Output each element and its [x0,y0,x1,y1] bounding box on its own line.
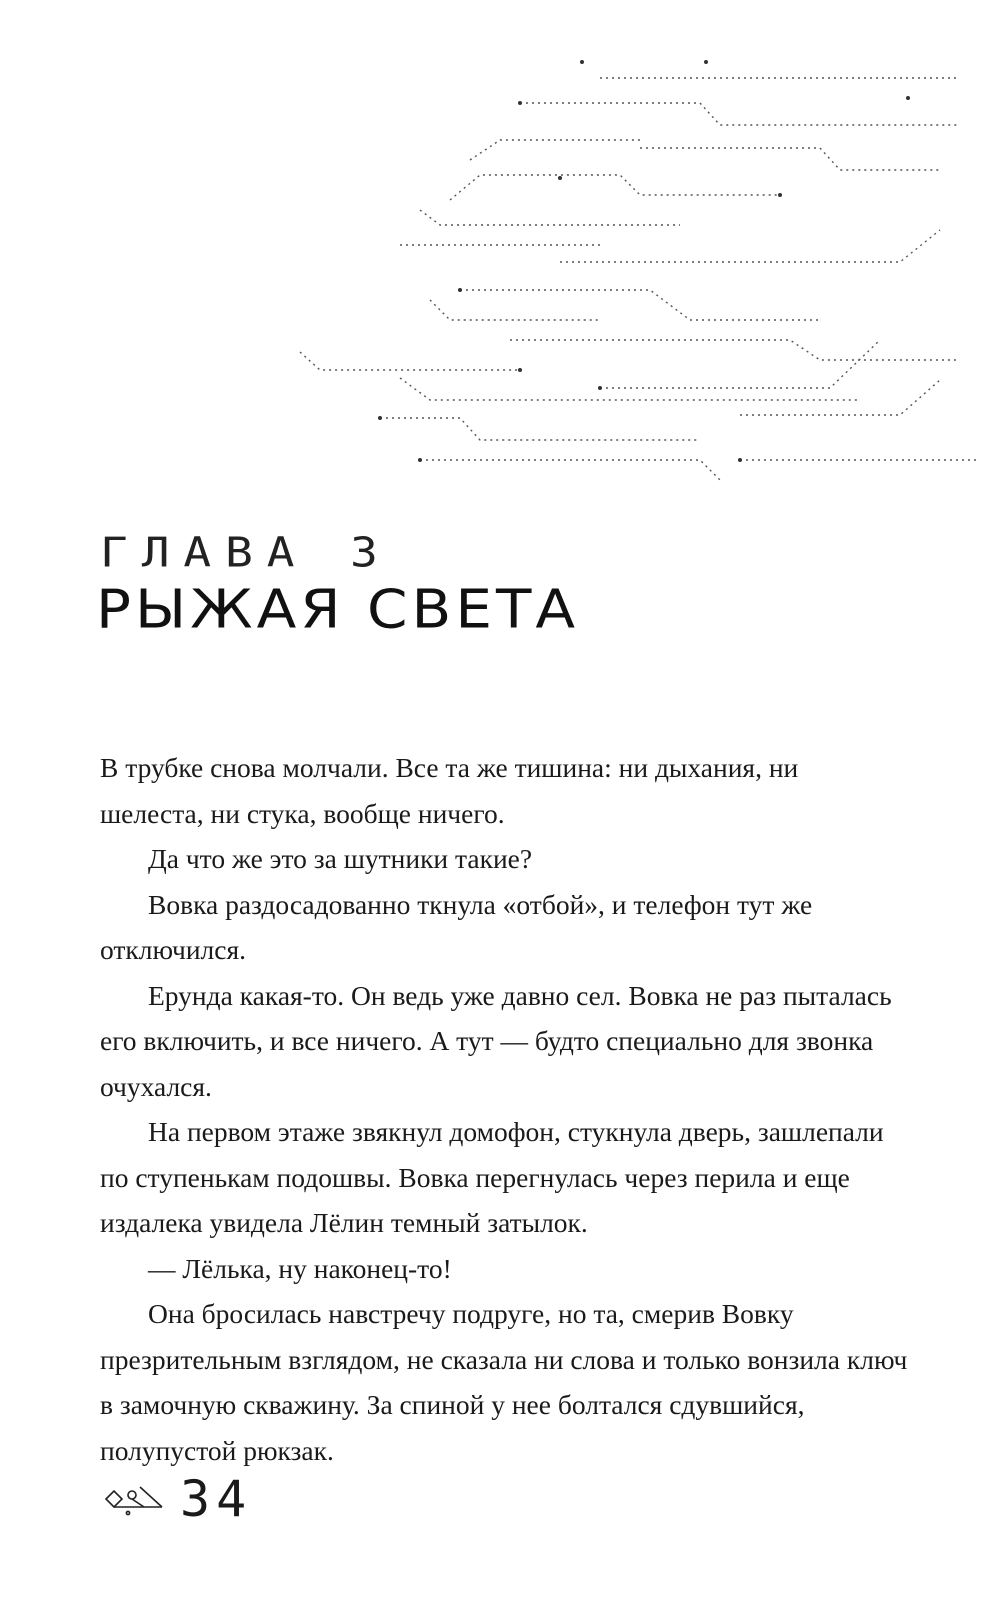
circuit-ornament-icon [100,1479,170,1519]
paragraph: Она бросилась навстречу подруге, но та, смерив Вовку презрительным взглядом, не сказала ни слова и только вонзила ключ в замочную скважину. За спиной у нее болтался сдувшийся, полупустой рюкзак. [100,1298,908,1466]
chapter-body [100,745,908,1473]
chapter-title: РЫЖАЯ СВЕТА [96,578,580,641]
chapter-label: ГЛАВА 3 [100,527,392,577]
paragraph: Вовка раздосадованно ткнула «отбой», и телефон тут же отключился. [100,888,813,965]
paragraph: — Лёлька, ну наконец-то! [148,1252,452,1284]
circuit-lines-decoration [0,0,1000,500]
paragraph: На первом этаже звякнул домофон, стукнула дверь, зашлепали по ступенькам подошвы. Вовка перегнулась через перила и еще издалека увидела Лёлин темный затылок. [100,1116,884,1238]
paragraph: В трубке снова молчали. Все та же тишина: ни дыхания, ни шелеста, ни стука, вообще ничего. [100,752,799,829]
page-number: 34 [180,1470,253,1528]
paragraph: Да что же это за шутники такие? [148,843,533,874]
paragraph: Ерунда какая-то. Он ведь уже давно сел. Вовка не раз пыталась его включить, и все ничего. А тут — будто специально для звонка очухался. [100,979,892,1102]
page-footer [100,1470,252,1528]
